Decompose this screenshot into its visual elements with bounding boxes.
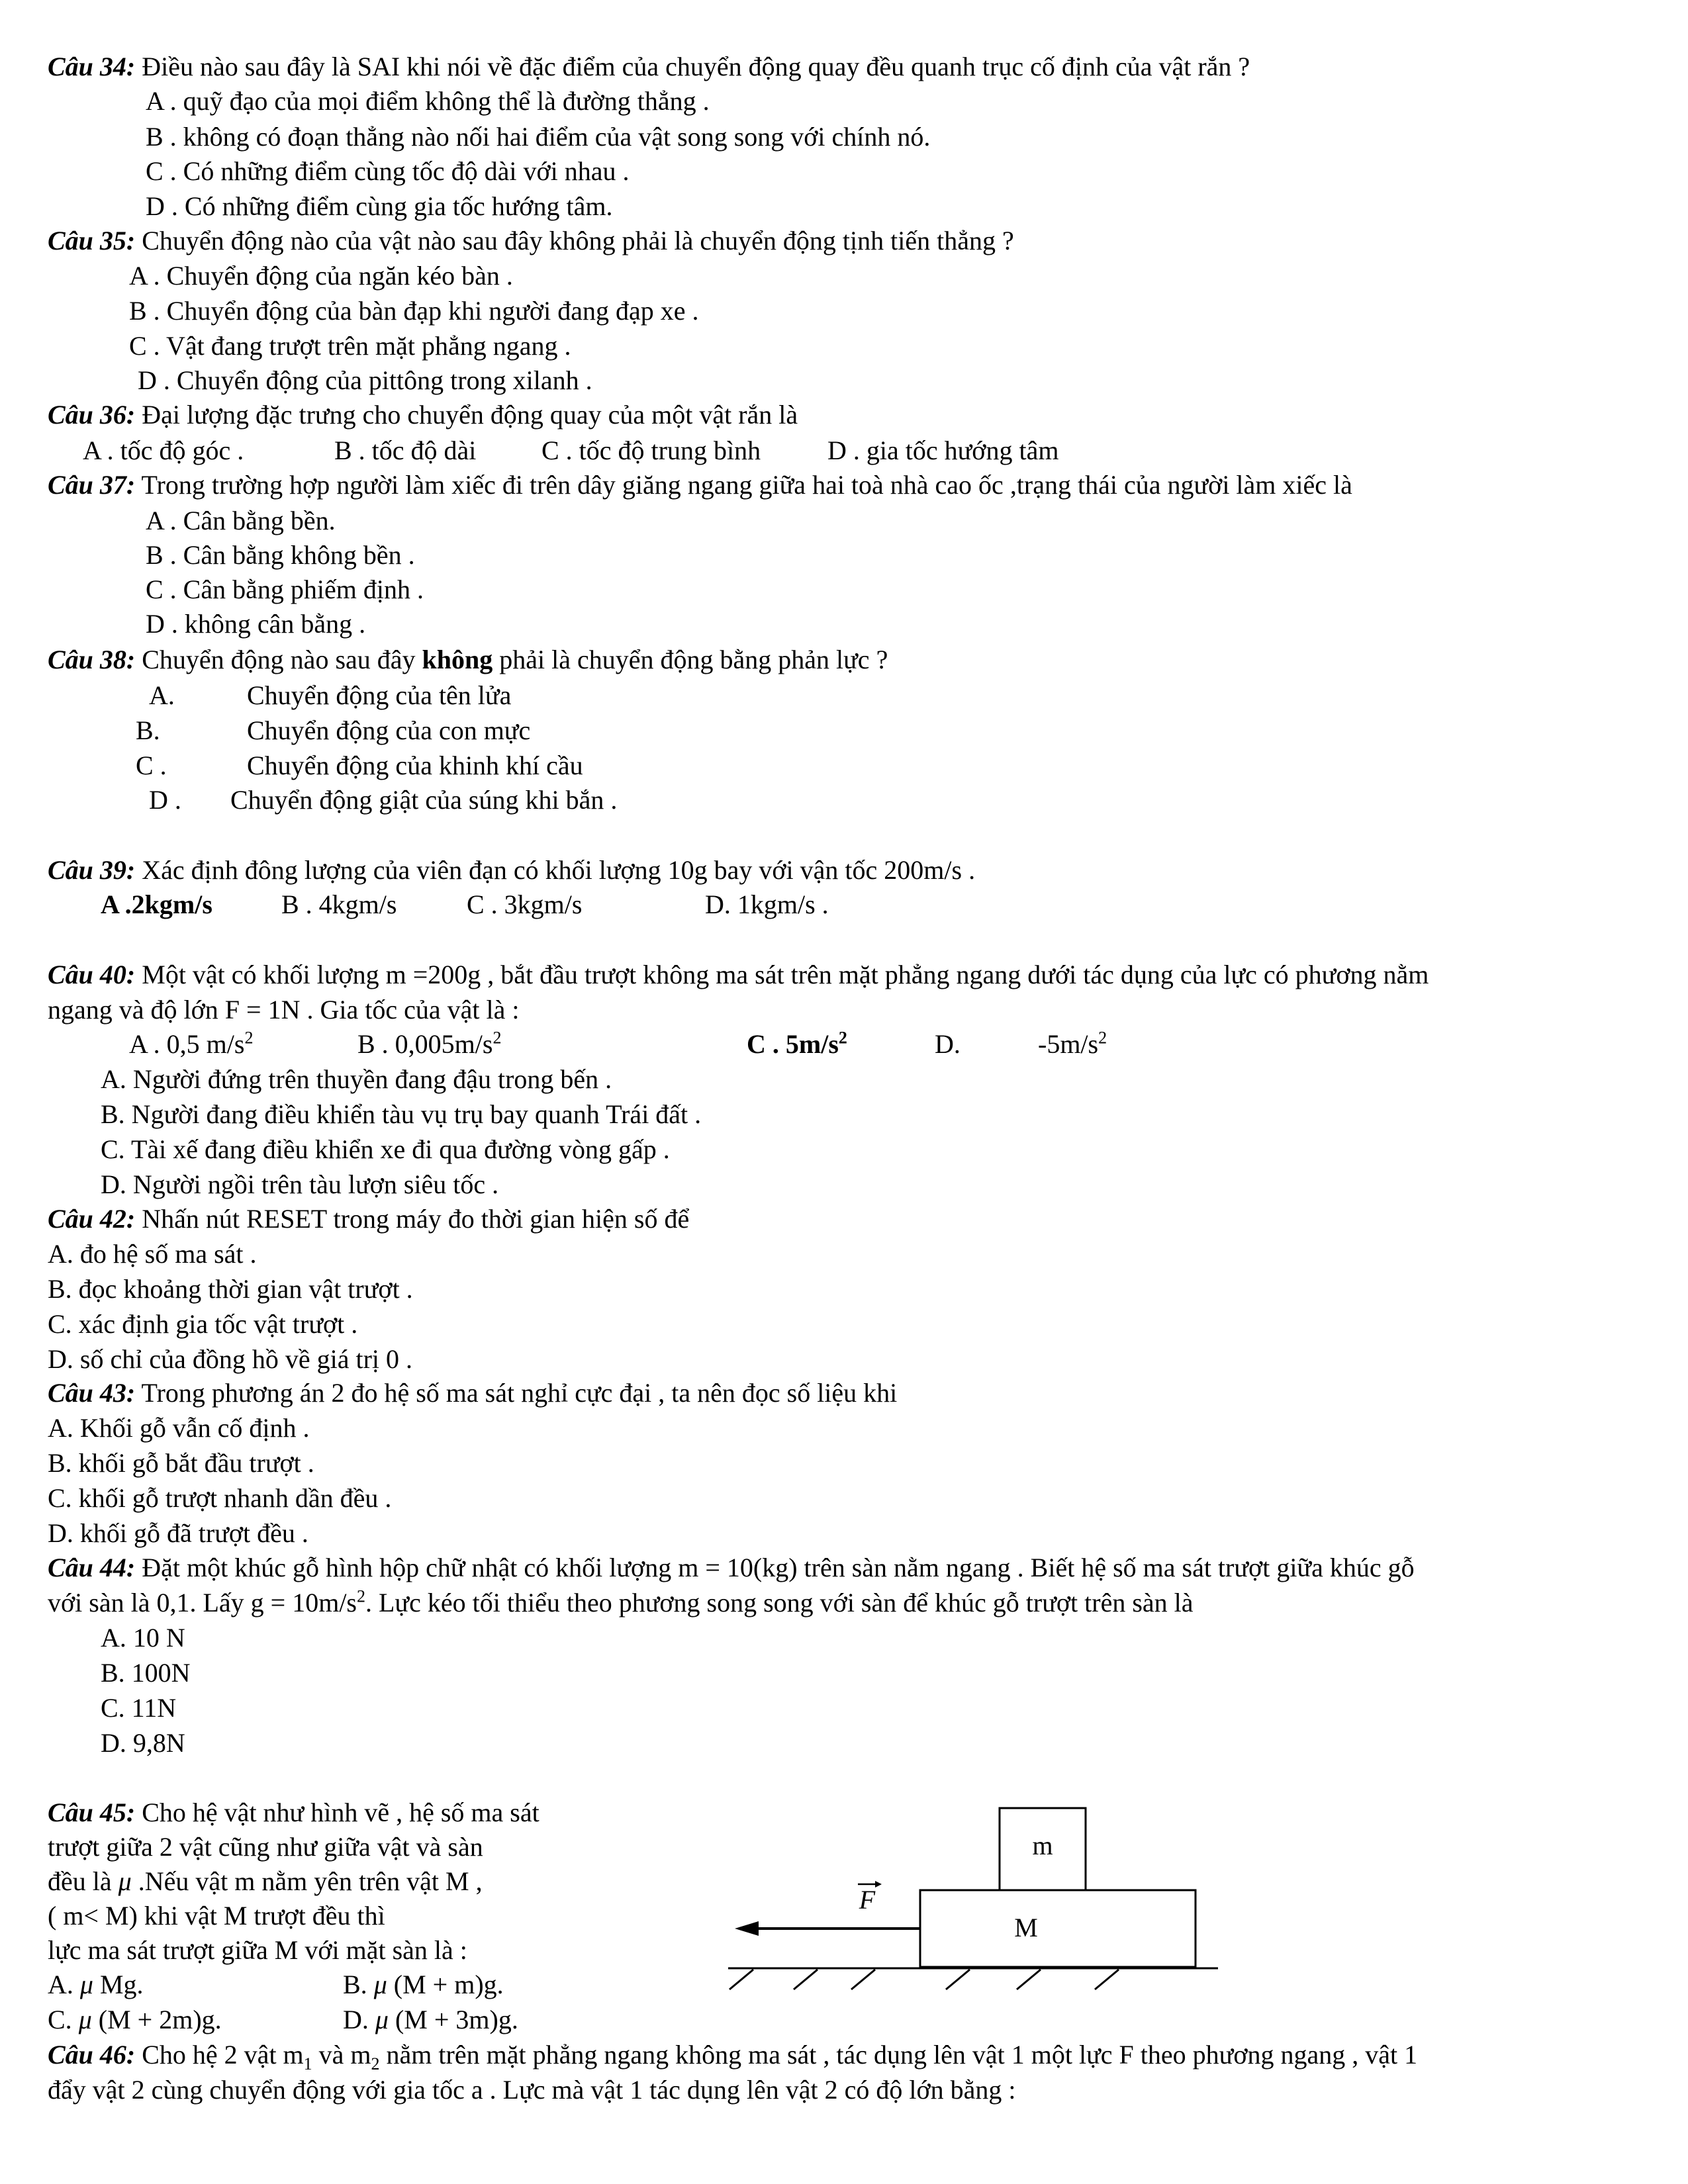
question-label: Câu 36:: [48, 400, 136, 430]
question-45-line2: trượt giữa 2 vật cũng như giữa vật và sàn: [48, 1832, 483, 1862]
extra-option-d: D. Người ngồi trên tàu lượn siêu tốc .: [101, 1169, 499, 1199]
option-b: B . Cân bằng không bền .: [146, 540, 415, 570]
force-arrow: [735, 1921, 920, 1936]
question-43: [48, 1375, 897, 1410]
question-text: Đại lượng đặc trưng cho chuyển động quay của một vật rắn là: [135, 400, 798, 430]
option-a-text: A . 0,5 m/s: [129, 1029, 245, 1059]
force-label: F: [859, 1885, 876, 1915]
option-c: C . Vật đang trượt trên mặt phẳng ngang .: [129, 331, 571, 361]
question-label: Câu 39:: [48, 855, 136, 885]
option-c-letter: C .: [136, 751, 167, 780]
option-text: (M + 2m)g.: [91, 2005, 222, 2034]
mu-symbol: μ: [373, 1970, 387, 1999]
question-36: [48, 397, 798, 432]
floor: [728, 1968, 1218, 1989]
line3-text-end: .Nếu vật m nằm yên trên vật M ,: [131, 1866, 483, 1896]
line2-text-end: . Lực kéo tối thiểu theo phương song song với sàn để khúc gỗ trượt trên sàn là: [365, 1588, 1194, 1617]
question-label: Câu 45:: [48, 1797, 136, 1827]
option-c: C. xác định gia tốc vật trượt .: [48, 1309, 358, 1339]
question-label: Câu 37:: [48, 470, 136, 500]
option-a-text: Chuyển động của tên lửa: [247, 680, 512, 710]
option-b: B . Chuyển động của bàn đạp khi người đang đạp xe .: [129, 296, 699, 326]
option-c: C . Có những điểm cùng tốc độ dài với nhau .: [146, 156, 630, 186]
option-c: [747, 1026, 847, 1062]
option-letter: D.: [343, 2005, 375, 2034]
question-44-line2: [48, 1585, 1194, 1620]
option-a: A. Khối gỗ vẫn cố định .: [48, 1413, 310, 1443]
question-text: Đặt một khúc gỗ hình hộp chữ nhật có khối lượng m = 10(kg) trên sàn nằm ngang . Biết hệ số ma sát trượt giữa khúc gỗ: [135, 1553, 1415, 1582]
mu-symbol: μ: [79, 1970, 93, 1999]
option-d: D . gia tốc hướng tâm: [827, 435, 1059, 465]
option-d: D. khối gỗ đã trượt đều .: [48, 1518, 308, 1548]
option-d: [1038, 1026, 1107, 1062]
question-text: Trong phương án 2 đo hệ số ma sát nghỉ cực đại , ta nên đọc số liệu khi: [135, 1378, 898, 1408]
question-text: Chuyển động nào sau đây: [135, 645, 422, 674]
exponent: 2: [357, 1586, 365, 1606]
option-c: [48, 2002, 222, 2037]
option-b: B. khối gỗ bắt đầu trượt .: [48, 1448, 314, 1478]
question-40: [48, 957, 1429, 992]
question-label: Câu 40:: [48, 960, 136, 989]
question-34: [48, 49, 1250, 84]
question-35: [48, 223, 1014, 258]
question-text: Điều nào sau đây là SAI khi nói về đặc điểm của chuyển động quay đều quanh trục cố định của vật rắn ?: [135, 52, 1250, 81]
option-b: B. đọc khoảng thời gian vật trượt .: [48, 1274, 413, 1304]
question-label: Câu 42:: [48, 1204, 136, 1234]
mu-symbol: μ: [78, 2005, 92, 2034]
option-a: A . Chuyển động của ngăn kéo bàn .: [129, 261, 513, 291]
option-d: [343, 2002, 518, 2037]
mu-symbol: μ: [375, 2005, 389, 2034]
option-a: A. đo hệ số ma sát .: [48, 1239, 257, 1269]
option-b: B. 100N: [101, 1658, 191, 1688]
question-39: [48, 852, 975, 887]
option-c: C. khối gỗ trượt nhanh dần đều .: [48, 1483, 392, 1513]
question-40-line2: ngang và độ lớn F = 1N . Gia tốc của vật là :: [48, 995, 520, 1024]
subscript-2: 2: [371, 2054, 380, 2073]
option-letter: C.: [48, 2005, 79, 2034]
question-38: [48, 642, 888, 677]
option-b: B . 4kgm/s: [281, 889, 397, 919]
option-d-text: -5m/s: [1038, 1029, 1099, 1059]
option-d: D . Chuyển động của pittông trong xilanh .: [138, 365, 592, 395]
option-b-text: Chuyển động của con mực: [247, 715, 531, 745]
option-c: C . Cân bằng phiếm định .: [146, 574, 424, 604]
line2-text: với sàn là 0,1. Lấy g = 10m/s: [48, 1588, 357, 1617]
block-diagram: [728, 1787, 1231, 1999]
option-b-letter: B.: [136, 715, 160, 745]
question-text-end: nằm trên mặt phẳng ngang không ma sát , tác dụng lên vật 1 một lực F theo phương ngang , vật 1: [379, 2040, 1418, 2070]
question-45-line5: lực ma sát trượt giữa M với mặt sàn là :: [48, 1935, 467, 1965]
option-text: (M + m)g.: [387, 1970, 504, 1999]
question-text: Nhấn nút RESET trong máy đo thời gian hiện số để: [135, 1204, 690, 1234]
big-block-label: M: [1014, 1913, 1038, 1942]
option-a: A .2kgm/s: [101, 889, 212, 919]
option-c-text: C . 5m/s: [747, 1029, 839, 1059]
option-a: [48, 1967, 144, 2002]
option-b-text: B . 0,005m/s: [357, 1029, 493, 1059]
option-d: D. 1kgm/s .: [705, 889, 829, 919]
option-text: Mg.: [93, 1970, 144, 1999]
big-block: [920, 1890, 1196, 1967]
question-text-end: phải là chuyển động bằng phản lực ?: [492, 645, 888, 674]
question-emphasis: không: [422, 645, 493, 674]
exponent: 2: [1098, 1028, 1107, 1048]
option-text: (M + 3m)g.: [388, 2005, 518, 2034]
option-a-letter: A.: [149, 680, 175, 710]
question-label: Câu 34:: [48, 52, 136, 81]
option-c-text: Chuyển động của khinh khí cầu: [247, 751, 583, 780]
option-d-letter: D .: [149, 785, 181, 815]
option-d: D. số chỉ của đồng hồ về giá trị 0 .: [48, 1344, 412, 1374]
question-45: [48, 1795, 539, 1830]
option-letter: B.: [343, 1970, 374, 1999]
option-a: A . quỹ đạo của mọi điểm không thể là đường thẳng .: [146, 86, 710, 116]
option-letter: A.: [48, 1970, 80, 1999]
extra-option-a: A. Người đứng trên thuyền đang đậu trong bến .: [101, 1064, 612, 1094]
option-b: B . không có đoạn thẳng nào nối hai điểm của vật song song với chính nó.: [146, 122, 931, 152]
question-46: [48, 2037, 1417, 2072]
small-block-label: m: [1032, 1831, 1053, 1860]
option-a: A . Cân bằng bền.: [146, 506, 336, 535]
option-b: B . tốc độ dài: [334, 435, 477, 465]
question-text: Xác định đông lượng của viên đạn có khối lượng 10g bay với vận tốc 200m/s .: [135, 855, 976, 885]
option-d-letter: D.: [935, 1029, 961, 1059]
exponent: 2: [244, 1028, 254, 1048]
question-label: Câu 43:: [48, 1378, 136, 1408]
option-c: C. 11N: [101, 1693, 177, 1723]
option-a: A. 10 N: [101, 1623, 185, 1653]
question-45-line3: [48, 1864, 483, 1899]
exponent: 2: [838, 1028, 847, 1048]
question-45-line4: ( m< M) khi vật M trượt đều thì: [48, 1901, 385, 1931]
option-d-text: Chuyển động giật của súng khi bắn .: [230, 785, 618, 815]
question-46-line2: đẩy vật 2 cùng chuyển động với gia tốc a . Lực mà vật 1 tác dụng lên vật 2 có độ lớn bằng :: [48, 2075, 1016, 2105]
option-b: [357, 1026, 501, 1062]
force-vector-label: [858, 1881, 882, 1915]
question-text: Chuyển động nào của vật nào sau đây không phải là chuyển động tịnh tiến thẳng ?: [135, 226, 1014, 255]
question-label: Câu 46:: [48, 2040, 136, 2070]
extra-option-c: C. Tài xế đang điều khiển xe đi qua đường vòng gấp .: [101, 1134, 670, 1164]
option-b: [343, 1967, 504, 2002]
question-text: Một vật có khối lượng m =200g , bắt đầu trượt không ma sát trên mặt phẳng ngang dưới tác dụng của lực có phương nằm: [135, 960, 1429, 989]
question-44: [48, 1550, 1415, 1585]
extra-option-b: B. Người đang điều khiển tàu vụ trụ bay quanh Trái đất .: [101, 1099, 702, 1129]
option-d: D . Có những điểm cùng gia tốc hướng tâm.: [146, 191, 613, 221]
question-text: Cho hệ 2 vật m: [135, 2040, 304, 2070]
question-text: Trong trường hợp người làm xiếc đi trên dây giăng ngang giữa hai toà nhà cao ốc ,trạng thái của người làm xiếc là: [135, 470, 1352, 500]
option-a: [129, 1026, 253, 1062]
option-d: D . không cân bằng .: [146, 609, 366, 639]
question-label: Câu 38:: [48, 645, 136, 674]
option-c: C . 3kgm/s: [467, 889, 583, 919]
question-label: Câu 44:: [48, 1553, 136, 1582]
question-text-mid: và m: [312, 2040, 371, 2070]
mu-symbol: μ: [118, 1866, 132, 1896]
option-a: A . tốc độ góc .: [83, 435, 244, 465]
question-label: Câu 35:: [48, 226, 136, 255]
option-c: C . tốc độ trung bình: [541, 435, 761, 465]
option-d: D. 9,8N: [101, 1728, 185, 1758]
exponent: 2: [492, 1028, 502, 1048]
question-text: Cho hệ vật như hình vẽ , hệ số ma sát: [135, 1797, 539, 1827]
subscript-1: 1: [303, 2054, 312, 2073]
line3-text: đều là: [48, 1866, 118, 1896]
question-42: [48, 1201, 689, 1236]
question-37: [48, 467, 1352, 502]
